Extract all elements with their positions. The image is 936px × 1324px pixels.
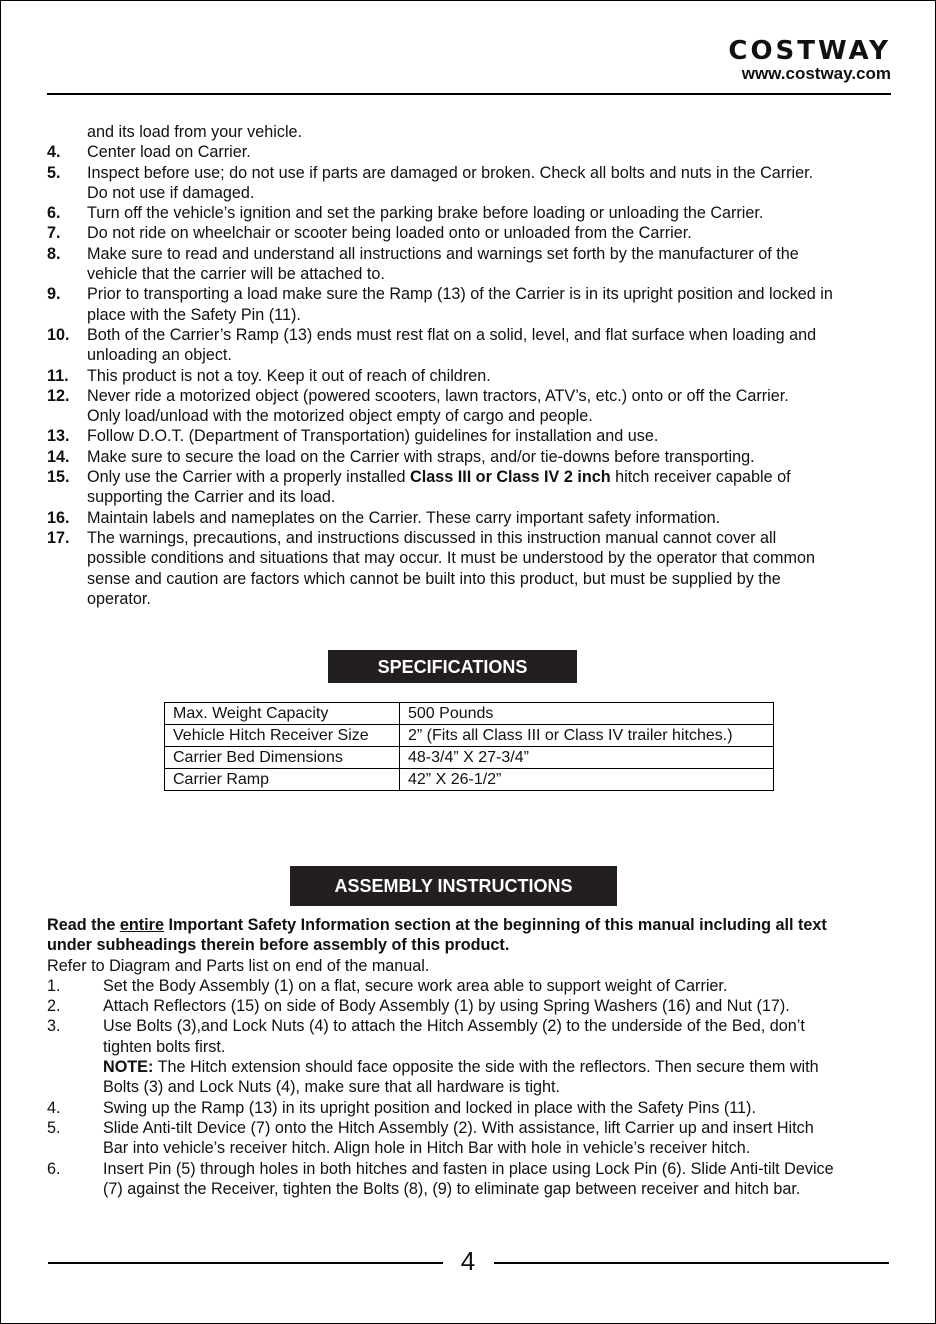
safety-item xyxy=(47,284,895,325)
safety-item xyxy=(47,528,895,609)
safety-item xyxy=(47,426,895,446)
item-text: Do not use if damaged. xyxy=(87,183,255,202)
safety-item xyxy=(47,244,895,285)
item-text: place with the Safety Pin (11). xyxy=(87,305,301,324)
assembly-step xyxy=(47,1159,895,1200)
step-text: Bar into vehicle’s receiver hitch. Align hole in Hitch Bar with hole in vehicle’s receiver hitch. xyxy=(103,1139,751,1158)
step-text: Slide Anti-tilt Device (7) onto the Hitch Assembly (2). With assistance, lift Carrier up and insert Hitch xyxy=(103,1118,814,1137)
safety-lead: and its load from your vehicle. xyxy=(87,123,303,141)
step-text: Attach Reflectors (15) on side of Body Assembly (1) by using Spring Washers (16) and Nut (17). xyxy=(103,997,790,1016)
item-text: Center load on Carrier. xyxy=(87,143,251,162)
assembly-step xyxy=(47,996,895,1016)
item-number: 6. xyxy=(47,204,61,223)
step-number: 6. xyxy=(47,1159,61,1178)
brand-logo: COSTWAY xyxy=(728,36,891,66)
assembly-instructions xyxy=(47,915,895,1199)
item-text: The warnings, precautions, and instructions discussed in this instruction manual cannot cover all xyxy=(87,528,777,547)
step-number: 4. xyxy=(47,1098,61,1117)
assembly-heading: ASSEMBLY INSTRUCTIONS xyxy=(290,866,617,906)
step-number: 1. xyxy=(47,976,61,995)
step-number: 3. xyxy=(47,1017,61,1036)
footer-rule-left xyxy=(48,1262,443,1264)
item-number: 15. xyxy=(47,468,70,487)
item-number: 16. xyxy=(47,508,70,527)
assembly-step xyxy=(47,1098,895,1118)
spec-value: 48-3/4” X 27-3/4” xyxy=(400,747,774,769)
spec-label: Vehicle Hitch Receiver Size xyxy=(165,725,400,747)
item-number: 7. xyxy=(47,224,61,243)
note-text: The Hitch extension should face opposite the side with the reflectors. Then secure them with xyxy=(153,1058,819,1077)
assembly-step xyxy=(47,1016,895,1057)
table-row xyxy=(165,747,774,769)
spec-value: 42” X 26-1/2” xyxy=(400,769,774,791)
safety-item xyxy=(47,163,895,204)
specifications-table xyxy=(164,702,774,791)
assembly-step xyxy=(47,976,895,996)
item-number: 8. xyxy=(47,244,61,263)
assembly-refer: Refer to Diagram and Parts list on end of the manual. xyxy=(47,956,430,975)
item-text: Follow D.O.T. (Department of Transportation) guidelines for installation and use. xyxy=(87,427,659,446)
assembly-note xyxy=(47,1057,895,1098)
item-text: supporting the Carrier and its load. xyxy=(87,488,336,507)
item-number: 17. xyxy=(47,528,70,547)
intro-part: Read the xyxy=(47,916,120,934)
item-text: vehicle that the carrier will be attached to. xyxy=(87,265,385,284)
assembly-intro-line2: under subheadings therein before assembly of this product. xyxy=(47,936,510,955)
step-text: Use Bolts (3),and Lock Nuts (4) to attach the Hitch Assembly (2) to the underside of the Bed, don’t xyxy=(103,1017,805,1036)
item-text: Both of the Carrier’s Ramp (13) ends must rest flat on a solid, level, and flat surface when loading and xyxy=(87,325,817,344)
step-text: Set the Body Assembly (1) on a flat, secure work area able to support weight of Carrier. xyxy=(103,976,728,995)
safety-item xyxy=(47,467,895,508)
intro-part: Important Safety Information section at the beginning of this manual including all text xyxy=(163,916,827,934)
safety-item xyxy=(47,203,895,223)
table-row xyxy=(165,703,774,725)
spec-label: Carrier Ramp xyxy=(165,769,400,791)
brand-url: www.costway.com xyxy=(741,64,891,83)
table-row xyxy=(165,769,774,791)
safety-list xyxy=(47,122,895,609)
spec-value: 500 Pounds xyxy=(400,703,774,725)
item-number: 9. xyxy=(47,285,61,304)
safety-item xyxy=(47,447,895,467)
item-text-part: hitch receiver capable of xyxy=(610,468,791,487)
item-number: 4. xyxy=(47,143,61,162)
item-text: Prior to transporting a load make sure the Ramp (13) of the Carrier is in its upright position and locked in xyxy=(87,285,833,304)
header-divider xyxy=(47,93,891,95)
safety-item xyxy=(47,366,895,386)
safety-item xyxy=(47,142,895,162)
item-text: Maintain labels and nameplates on the Carrier. These carry important safety information. xyxy=(87,508,721,527)
item-number: 14. xyxy=(47,447,70,466)
item-text: Make sure to secure the load on the Carrier with straps, and/or tie-downs before transporting. xyxy=(87,447,755,466)
item-number: 10. xyxy=(47,325,70,344)
brand-header xyxy=(728,37,891,83)
intro-underlined: entire xyxy=(119,916,164,934)
item-text: This product is not a toy. Keep it out of reach of children. xyxy=(87,366,491,385)
item-number: 13. xyxy=(47,427,70,446)
item-text xyxy=(87,467,895,487)
item-text: Inspect before use; do not use if parts are damaged or broken. Check all bolts and nuts in the Carrier. xyxy=(87,163,814,182)
safety-item xyxy=(47,325,895,366)
item-text: sense and caution are factors which cannot be built into this product, but must be supplied by the xyxy=(87,569,781,588)
safety-item xyxy=(47,223,895,243)
step-text: (7) against the Receiver, tighten the Bolts (8), (9) to eliminate gap between receiver and hitch bar. xyxy=(103,1179,801,1198)
item-text: possible conditions and situations that may occur. It must be understood by the operator that common xyxy=(87,549,815,568)
page-number: 4 xyxy=(460,1246,476,1276)
step-text: Swing up the Ramp (13) in its upright position and locked in place with the Safety Pins (11). xyxy=(103,1098,756,1117)
note-label: NOTE: xyxy=(103,1058,154,1077)
item-text: Turn off the vehicle’s ignition and set the parking brake before loading or unloading the Carrier. xyxy=(87,204,764,223)
assembly-step xyxy=(47,1118,895,1159)
item-text: Only load/unload with the motorized object empty of cargo and people. xyxy=(87,407,593,426)
item-text: operator. xyxy=(87,589,151,608)
step-number: 5. xyxy=(47,1118,61,1137)
hitch-class-emphasis: Class III or Class IV 2 inch xyxy=(410,468,611,487)
step-number: 2. xyxy=(47,997,61,1016)
item-number: 5. xyxy=(47,163,61,182)
item-text: Do not ride on wheelchair or scooter being loaded onto or unloaded from the Carrier. xyxy=(87,224,692,243)
item-number: 12. xyxy=(47,386,70,405)
assembly-intro xyxy=(47,915,895,935)
item-text: unloading an object. xyxy=(87,346,232,365)
spec-label: Max. Weight Capacity xyxy=(165,703,400,725)
step-text: tighten bolts first. xyxy=(103,1037,226,1056)
spec-value: 2” (Fits all Class III or Class IV trailer hitches.) xyxy=(400,725,774,747)
table-row xyxy=(165,725,774,747)
safety-item xyxy=(47,386,895,427)
step-text: Insert Pin (5) through holes in both hitches and fasten in place using Lock Pin (6). Slide Anti-tilt Device xyxy=(103,1159,834,1178)
item-text-part: Only use the Carrier with a properly installed xyxy=(87,468,410,487)
specifications-heading: SPECIFICATIONS xyxy=(328,650,577,683)
spec-label: Carrier Bed Dimensions xyxy=(165,747,400,769)
item-number: 11. xyxy=(47,366,69,385)
safety-item xyxy=(47,508,895,528)
footer-rule-right xyxy=(494,1262,889,1264)
item-text: Never ride a motorized object (powered scooters, lawn tractors, ATV’s, etc.) onto or off the Carrier. xyxy=(87,386,789,405)
note-text: Bolts (3) and Lock Nuts (4), make sure that all hardware is tight. xyxy=(103,1078,561,1097)
item-text: Make sure to read and understand all instructions and warnings set forth by the manufacturer of the xyxy=(87,244,799,263)
